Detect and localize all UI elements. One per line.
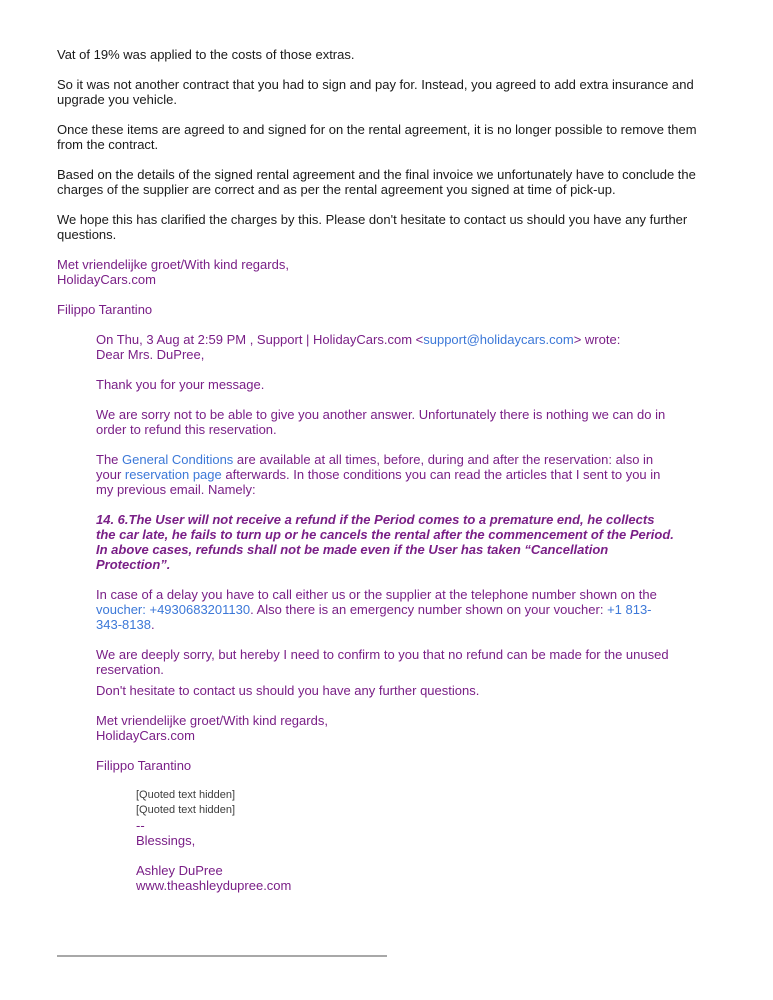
emergency-phone-link[interactable]: +1 813-343-8138 xyxy=(96,602,652,632)
quoted-signoff-company: HolidayCars.com xyxy=(96,728,195,743)
closing-blessings: Blessings, xyxy=(136,833,196,848)
delay-text-3: . xyxy=(150,617,155,632)
sender-name: Ashley DuPree xyxy=(136,863,223,878)
signoff-regards: Met vriendelijke groet/With kind regards, xyxy=(57,257,289,272)
paragraph-dont-hesitate: Don't hesitate to contact us should you have any further questions. xyxy=(96,683,480,698)
paragraph-sorry: We are sorry not to be able to give you another answer. Unfortunately there is nothing we can do in order to refund this reservation. xyxy=(96,407,666,437)
delay-text-2: . Also there is an emergency number shown on your voucher: xyxy=(250,602,608,617)
signoff-company: HolidayCars.com xyxy=(57,272,156,287)
paragraph-items-agreed: Once these items are agreed to and signed for on the rental agreement, it is no longer possible to remove them from the contract. xyxy=(57,122,697,152)
quoted-header-block xyxy=(96,332,676,362)
sender-signature-block xyxy=(136,863,636,893)
quoted-header-prefix: On Thu, 3 Aug at 2:59 PM , Support | HolidayCars.com < xyxy=(96,332,424,347)
paragraph-deeply-sorry: We are deeply sorry, but hereby I need to confirm to you that no refund can be made for the unused reservation. xyxy=(96,647,669,677)
sender-website-link[interactable]: www.theashleydupree.com xyxy=(136,878,292,893)
page-divider-line xyxy=(57,955,387,957)
paragraph-contract: So it was not another contract that you had to sign and pay for. Instead, you agreed to add extra insurance and upgrade you vehicle. xyxy=(57,77,694,107)
paragraph-conditions xyxy=(96,452,676,497)
quoted-signoff-block xyxy=(96,713,676,743)
conditions-text-1: The xyxy=(96,452,123,467)
quoted-header-suffix: > wrote: xyxy=(573,332,621,347)
conditions-text-3: afterwards. In those conditions you can read the articles that I sent to you in my previous email. Namely: xyxy=(96,467,661,497)
salutation: Dear Mrs. DuPree, xyxy=(96,347,205,362)
latest-message-body xyxy=(57,47,707,317)
general-conditions-link[interactable]: General Conditions xyxy=(122,452,234,467)
delay-text-1: In case of a delay you have to call either us or the supplier at the telephone number shown on the xyxy=(96,587,657,602)
paragraph-based-on-details: Based on the details of the signed rental agreement and the final invoice we unfortunately have to conclude the charges of the supplier are correct and as per the rental agreement you signed at time of pick-up. xyxy=(57,167,696,197)
reservation-page-link[interactable]: reservation page xyxy=(124,467,222,482)
paragraph-thanks: Thank you for your message. xyxy=(96,377,265,392)
quoted-signature-name: Filippo Tarantino xyxy=(96,758,192,773)
signoff-block xyxy=(57,257,707,287)
conditions-text-2: are available at all times, before, during and after the reservation: also in your xyxy=(96,452,654,482)
inner-quote-block xyxy=(136,788,636,893)
signature-name: Filippo Tarantino xyxy=(57,302,153,317)
quoted-message xyxy=(96,332,676,893)
quoted-signoff-regards: Met vriendelijke groet/With kind regards, xyxy=(96,713,328,728)
quoted-text-hidden-note: [Quoted text hidden] xyxy=(136,789,236,801)
paragraph-delay xyxy=(96,587,676,632)
support-email-link[interactable]: support@holidaycars.com xyxy=(423,332,574,347)
quoted-text-hidden-note: [Quoted text hidden] xyxy=(136,804,236,816)
paragraph-vat: Vat of 19% was applied to the costs of those extras. xyxy=(57,47,355,62)
voucher-phone-link[interactable]: voucher: +4930683201130 xyxy=(96,602,251,617)
signature-dashes: -- xyxy=(136,818,145,833)
paragraph-hope-clarified: We hope this has clarified the charges by this. Please don't hesitate to contact us should you have any further questions. xyxy=(57,212,688,242)
terms-clause-14-6: 14. 6.The User will not receive a refund if the Period comes to a premature end, he collects the car late, he fails to turn up or he cancels the rental after the commencement of the Period. In above cases, refunds shall not be made even if the User has taken “Cancellation Protection”. xyxy=(96,512,674,572)
